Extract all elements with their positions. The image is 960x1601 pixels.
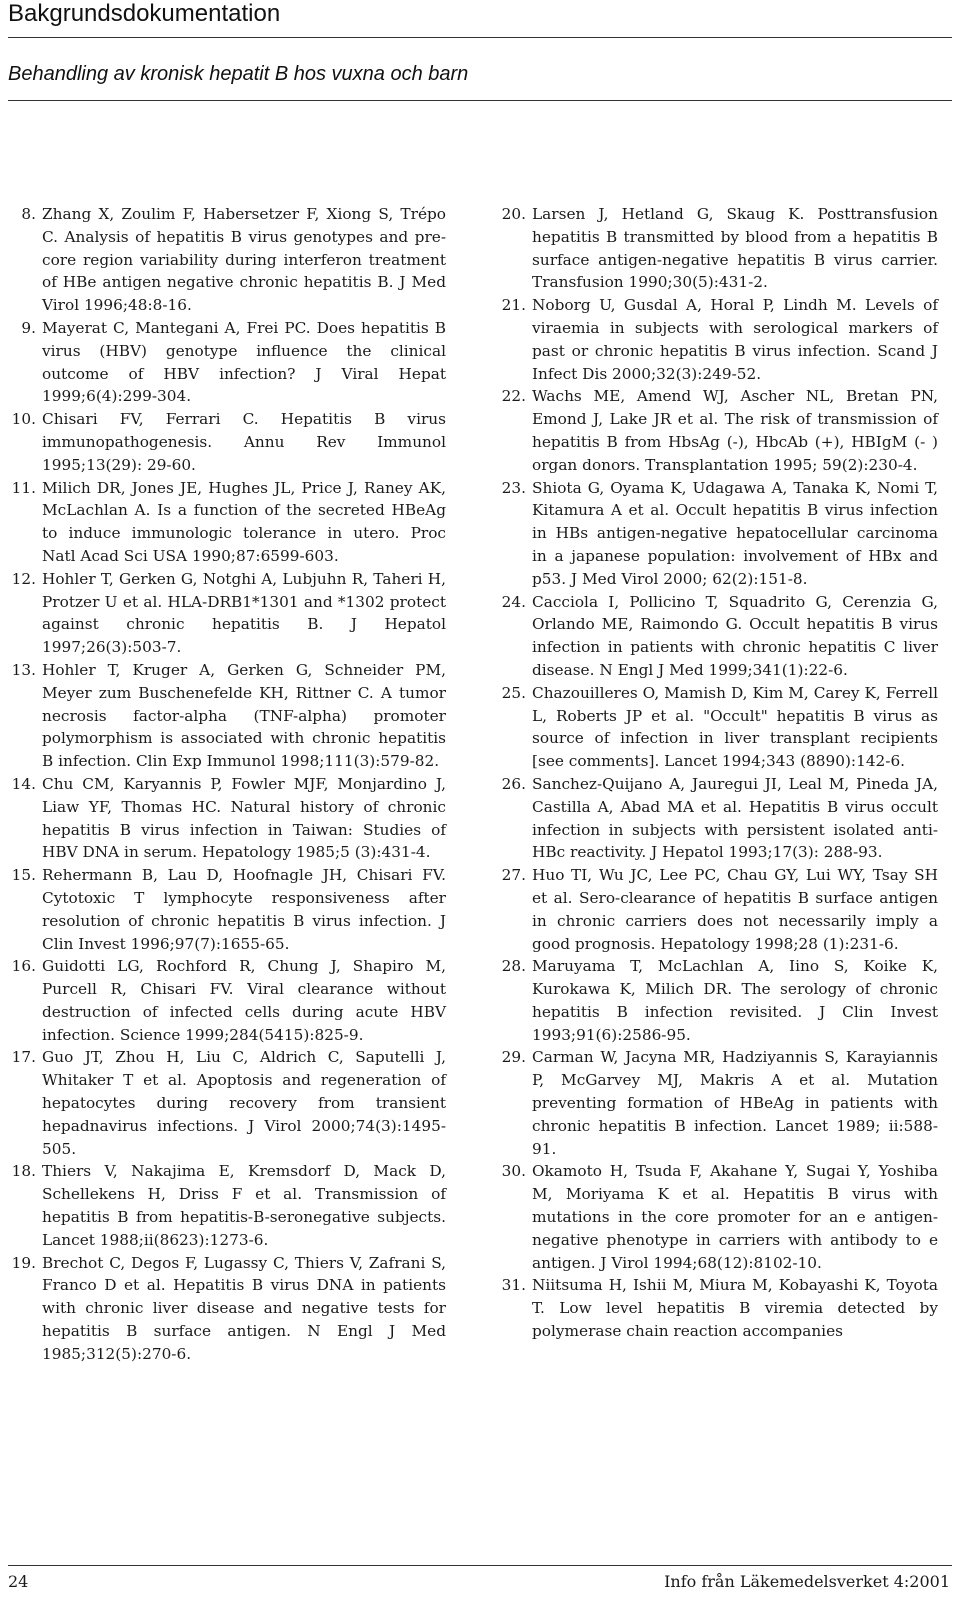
reference-item <box>8 659 446 773</box>
reference-item <box>8 1046 446 1160</box>
document-subtitle: Behandling av kronisk hepatit B hos vuxna och barn <box>8 63 469 85</box>
reference-number: 26. <box>501 774 526 793</box>
reference-item <box>498 682 938 773</box>
document-title: Bakgrundsdokumentation <box>8 0 281 27</box>
reference-text: Noborg U, Gusdal A, Horal P, Lindh M. Levels of viraemia in subjects with serological markers of past or chronic hepatitis B virus infection. Scand J Infect Dis 2000;32(3):249-52. <box>532 296 938 383</box>
reference-number: 10. <box>11 410 36 429</box>
reference-item <box>8 477 446 568</box>
reference-item <box>498 477 938 591</box>
reference-text: Carman W, Jacyna MR, Hadziyannis S, Karayiannis P, McGarvey MJ, Makris A et al. Mutation preventing formation of HBeAg in patients with chronic hepatitis B infection. Lancet 1989; ii:588-91. <box>532 1048 938 1158</box>
reference-item <box>498 864 938 955</box>
reference-item <box>8 317 446 408</box>
header-divider <box>8 37 952 38</box>
reference-list-left <box>8 203 446 1366</box>
reference-text: Maruyama T, McLachlan A, Iino S, Koike K, Kurokawa K, Milich DR. The serology of chronic hepatitis B infection revisited. J Clin Invest 1993;91(6):2586-95. <box>532 957 938 1044</box>
reference-item <box>498 955 938 1046</box>
reference-number: 23. <box>501 478 526 497</box>
reference-number: 20. <box>501 205 526 223</box>
reference-number: 31. <box>501 1276 526 1295</box>
reference-number: 24. <box>501 592 526 611</box>
reference-text: Mayerat C, Mantegani A, Frei PC. Does hepatitis B virus (HBV) genotype influence the clinical outcome of HBV infection? J Viral Hepat 1999;6(4):299-304. <box>42 318 446 406</box>
reference-item <box>8 203 446 317</box>
reference-number: 25. <box>501 683 526 702</box>
reference-text: Hohler T, Kruger A, Gerken G, Schneider PM, Meyer zum Buschenefelde KH, Rittner C. A tumor necrosis factor-alpha (TNF-alpha) promoter polymorphism is associated with chronic hepatitis B infection. Clin Exp Immunol 1998;111(3):579-82. <box>42 660 446 771</box>
reference-text: Huo TI, Wu JC, Lee PC, Chau GY, Lui WY, Tsay SH et al. Sero-clearance of hepatitis B surface antigen in chronic carriers does not necessarily imply a good prognosis. Hepatology 1998;28 (1):231-6. <box>532 866 938 953</box>
reference-item <box>498 1274 938 1342</box>
reference-list-right <box>498 203 938 1343</box>
reference-number: 28. <box>501 957 526 976</box>
reference-text: Chazouilleres O, Mamish D, Kim M, Carey K, Ferrell L, Roberts JP et al. "Occult" hepatitis B virus as source of infection in liver transplant recipients [see comments]. Lancet 1994;343 (8890):142-6. <box>532 683 938 771</box>
reference-text: Hohler T, Gerken G, Notghi A, Lubjuhn R, Taheri H, Protzer U et al. HLA-DRB1*1301 and *1302 protect against chronic hepatitis B. J Hepatol 1997;26(3):503-7. <box>42 569 446 657</box>
reference-text: Milich DR, Jones JE, Hughes JL, Price J, Raney AK, McLachlan A. Is a function of the secreted HBeAg to induce immunologic tolerance in utero. Proc Natl Acad Sci USA 1990;87:6599-603. <box>42 478 446 565</box>
reference-number: 22. <box>501 387 526 406</box>
reference-item <box>8 955 446 1046</box>
reference-number: 9. <box>21 318 36 337</box>
reference-number: 8. <box>21 205 36 223</box>
reference-number: 14. <box>11 774 36 793</box>
reference-text: Zhang X, Zoulim F, Habersetzer F, Xiong S, Trépo C. Analysis of hepatitis B virus genotypes and pre-core region variability during interferon treatment of HBe antigen negative chronic hepatitis B. J Med Virol 1996;48:8-16. <box>42 205 446 315</box>
reference-text: Chisari FV, Ferrari C. Hepatitis B virus immunopathogenesis. Annu Rev Immunol 1995;13(29): 29-60. <box>42 410 446 474</box>
reference-number: 17. <box>11 1048 36 1067</box>
reference-number: 13. <box>11 660 36 679</box>
reference-text: Sanchez-Quijano A, Jauregui JI, Leal M, Pineda JA, Castilla A, Abad MA et al. Hepatitis B virus occult infection in subjects with persistent isolated anti-HBc reactivity. J Hepatol 1993;17(3): 288-93. <box>532 774 938 862</box>
reference-text: Wachs ME, Amend WJ, Ascher NL, Bretan PN, Emond J, Lake JR et al. The risk of transmission of hepatitis B from HbsAg (-), HbcAb (+), HBIgM (- ) organ donors. Transplantation 1995; 59(2):230-4. <box>532 387 938 474</box>
reference-item <box>8 773 446 864</box>
reference-text: Niitsuma H, Ishii M, Miura M, Kobayashi K, Toyota T. Low level hepatitis B viremia detected by polymerase chain reaction accompanies <box>532 1276 938 1341</box>
reference-item <box>8 864 446 955</box>
reference-number: 11. <box>11 478 36 497</box>
reference-item <box>498 385 938 476</box>
reference-number: 19. <box>11 1253 36 1272</box>
reference-number: 12. <box>11 569 36 588</box>
reference-text: Cacciola I, Pollicino T, Squadrito G, Cerenzia G, Orlando ME, Raimondo G. Occult hepatitis B virus infection in patients with chronic hepatitis C liver disease. N Engl J Med 1999;341(1):22-6. <box>532 592 938 679</box>
reference-text: Brechot C, Degos F, Lugassy C, Thiers V, Zafrani S, Franco D et al. Hepatitis B virus DNA in patients with chronic liver disease and negative tests for hepatitis B surface antigen. N Engl J Med 1985;312(5):270-6. <box>42 1253 446 1363</box>
reference-text: Shiota G, Oyama K, Udagawa A, Tanaka K, Nomi T, Kitamura A et al. Occult hepatitis B virus infection in HBs antigen-negative hepatocellular carcinoma in a japanese population: involvement of HBx and p53. J Med Virol 2000; 62(2):151-8. <box>532 478 938 588</box>
reference-item <box>8 1252 446 1366</box>
footer-divider <box>8 1565 952 1566</box>
reference-number: 21. <box>501 296 526 315</box>
reference-item <box>498 1046 938 1160</box>
reference-number: 27. <box>501 866 526 885</box>
reference-text: Chu CM, Karyannis P, Fowler MJF, Monjardino J, Liaw YF, Thomas HC. Natural history of chronic hepatitis B virus infection in Taiwan: Studies of HBV DNA in serum. Hepatology 1985;5 (3):431-4. <box>42 774 446 862</box>
reference-number: 15. <box>11 866 36 885</box>
reference-number: 29. <box>501 1048 526 1067</box>
reference-text: Thiers V, Nakajima E, Kremsdorf D, Mack D, Schellekens H, Driss F et al. Transmission of hepatitis B from hepatitis-B-seronegative subjects. Lancet 1988;ii(8623):1273-6. <box>42 1162 446 1249</box>
reference-item <box>498 773 938 864</box>
reference-item <box>498 203 938 294</box>
reference-text: Guidotti LG, Rochford R, Chung J, Shapiro M, Purcell R, Chisari FV. Viral clearance without destruction of infected cells during acute HBV infection. Science 1999;284(5415):825-9. <box>42 957 446 1044</box>
reference-number: 30. <box>501 1162 526 1181</box>
reference-item <box>8 1160 446 1251</box>
reference-text: Guo JT, Zhou H, Liu C, Aldrich C, Saputelli J, Whitaker T et al. Apoptosis and regeneration of hepatocytes during recovery from transient hepadnavirus infections. J Virol 2000;74(3):1495-505. <box>42 1048 446 1158</box>
page-number: 24 <box>8 1572 29 1591</box>
reference-number: 16. <box>11 957 36 976</box>
publication-name: Info från Läkemedelsverket 4:2001 <box>664 1572 950 1591</box>
subtitle-divider <box>8 100 952 101</box>
reference-text: Larsen J, Hetland G, Skaug K. Posttransfusion hepatitis B transmitted by blood from a hepatitis B surface antigen-negative hepatitis B virus carrier. Transfusion 1990;30(5):431-2. <box>532 205 938 292</box>
reference-item <box>498 1160 938 1274</box>
reference-number: 18. <box>11 1162 36 1181</box>
reference-item <box>8 408 446 476</box>
reference-item <box>498 591 938 682</box>
reference-item <box>498 294 938 385</box>
reference-text: Okamoto H, Tsuda F, Akahane Y, Sugai Y, Yoshiba M, Moriyama K et al. Hepatitis B virus with mutations in the core promoter for an e antigen-negative phenotype in carriers with antibody to e antigen. J Virol 1994;68(12):8102-10. <box>532 1162 938 1272</box>
reference-item <box>8 568 446 659</box>
reference-text: Rehermann B, Lau D, Hoofnagle JH, Chisari FV. Cytotoxic T lymphocyte responsiveness after resolution of chronic hepatitis B virus infection. J Clin Invest 1996;97(7):1655-65. <box>42 866 446 953</box>
